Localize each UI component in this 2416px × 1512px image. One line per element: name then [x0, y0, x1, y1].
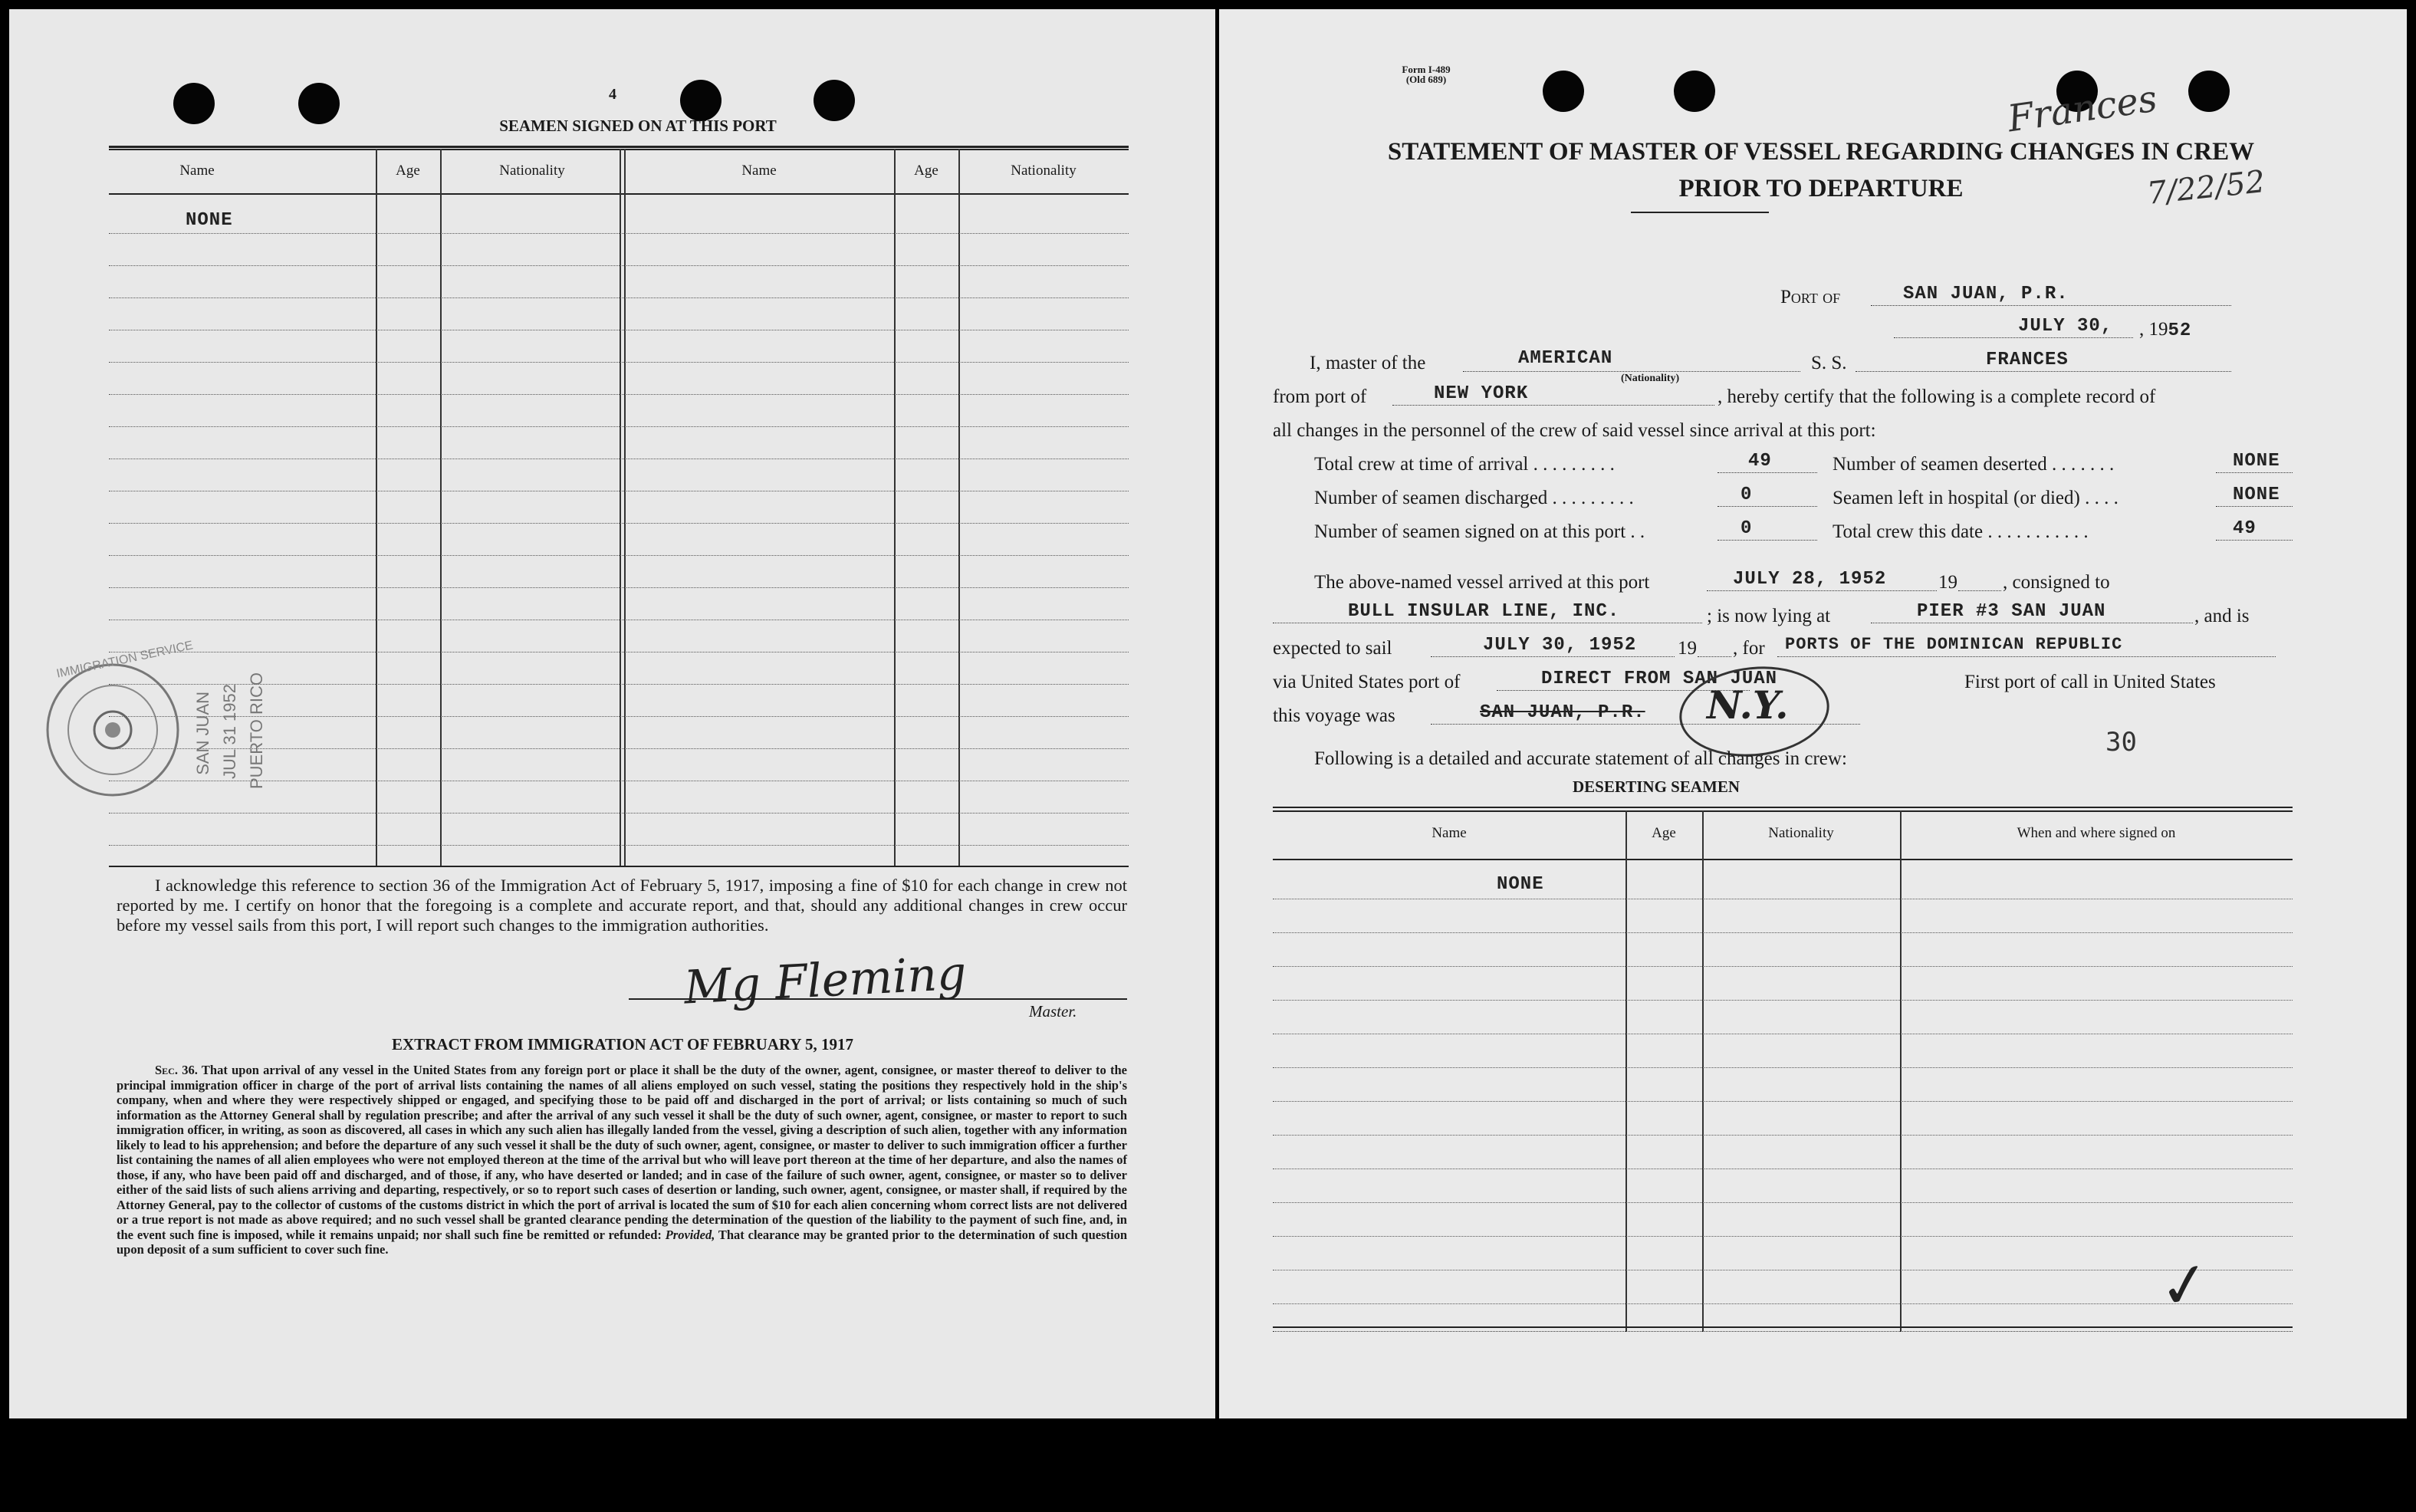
total-crew-arrival: 49	[1748, 451, 1772, 472]
deserting-title: DESERTING SEAMEN	[1572, 777, 1741, 796]
extract-text: Sec. 36. That upon arrival of any vessel in the United States from any foreign port or place it shall be the duty of the owner, agent, consignee, or master thereof to deliver to the principal immigration officer in charge of the port of arrival lists containing the names of all aliens employed on such vessel, stating the positions they respectively hold in the ship's company, when and where they were respectively shipped or engaged, and specifying those to be paid off and discharged in the port of arrival; or lists containing so much of such information as the Attorney General shall by regulation prescribe; and after the arrival of any such vessel it shall be the duty of such owner, agent, consignee, or master to report to such immigration officer, in writing, as soon as discovered, all cases in which any such alien has illegally landed from the vessel, giving a description of such alien, together with any information likely to lead to his apprehension; and before the departure of any such vessel it shall be the duty of such owner, agent, consignee, or master to deliver to such immigration officer a further list containing the names of all alien employees who were not employed thereon at the time of the arrival but who will leave port thereon at the time of her departure, and also the names of those, if any, who have been paid off and discharged, and of those, if any, who have deserted or landed; and in case of the failure of such owner, agent, consignee, or master so to deliver either of the said lists of such aliens arriving and departing, respectively, or so to report such cases of desertion or landing, such owner, agent, consignee, or master shall, if required by the Attorney General, pay to the collector of customs of the customs district in which the port of arrival is located the sum of $10 for each alien concerning whom correct lists are not delivered or a true report is not made as above required; and no such vessel shall be granted clearance pending the determination of the question of the liability to the payment of such fine, and, in the event such fine is imposed, while it remains unpaid; nor shall such fine be remitted or refunded: Provided, That clearance may be granted prior to the determination of such question upon deposit of a sum sufficient to cover such fine.	[117, 1063, 1128, 1257]
immigration-stamp: IMMIGRATION SERVICE SAN JUAN JUL 31 1952 PUERTO RICO	[25, 638, 285, 799]
page-number: 4	[609, 86, 616, 103]
voyage-value: SAN JUAN, P.R.	[1480, 702, 1645, 723]
consignee-value: BULL INSULAR LINE, INC.	[1348, 601, 1620, 622]
hospital-value: NONE	[2233, 485, 2280, 505]
sec-label: Sec. 36.	[155, 1063, 198, 1077]
arrived-date: JULY 28, 1952	[1733, 569, 1887, 590]
punch-hole	[680, 80, 722, 121]
col-header-age: Age	[1652, 825, 1676, 841]
col-header-signed-on: When and where signed on	[2017, 825, 2176, 841]
nationality-value: AMERICAN	[1518, 348, 1613, 369]
punch-hole	[814, 80, 855, 121]
col-header-name: Name	[179, 163, 215, 179]
expected-sail-date: JULY 30, 1952	[1483, 635, 1637, 656]
punch-hole	[1674, 71, 1715, 112]
checkmark-icon: ✓	[2154, 1246, 2216, 1325]
from-port-value: NEW YORK	[1434, 383, 1529, 404]
col-header-age: Age	[396, 163, 420, 179]
col-header-nationality: Nationality	[499, 163, 565, 179]
master-signature: Mg Fleming	[682, 946, 968, 1015]
date-value: JULY 30,	[2018, 316, 2113, 337]
form-number: Form I-489 (Old 689)	[1402, 64, 1451, 85]
section-title: SEAMEN SIGNED ON AT THIS PORT	[499, 117, 777, 135]
year-prefix: , 1952	[2139, 319, 2192, 341]
following-text: Following is a detailed and accurate statement of all changes in crew:	[1314, 748, 1847, 769]
col-header-age-2: Age	[914, 163, 938, 179]
acknowledgment-text: I acknowledge this reference to section 36 of the Immigration Act of February 5, 1917, imposing a fine of $10 for each change in crew not reported by me. I certify on honor that the foregoing is a complete and accurate report, and that, should any additional changes in crew occur before my vessel sails from this port, I will report such changes to the immigration authorities.	[117, 876, 1127, 935]
page-title: STATEMENT OF MASTER OF VESSEL REGARDING CHANGES IN CREW PRIOR TO DEPARTURE	[1387, 138, 2255, 202]
punch-hole	[1543, 71, 1584, 112]
master-label: Master.	[1029, 1002, 1077, 1021]
deserted-value: NONE	[2233, 451, 2280, 472]
destination-value: PORTS OF THE DOMINICAN REPUBLIC	[1785, 635, 2123, 654]
handwritten-ny: N.Y.	[1707, 682, 1789, 728]
signed-on-value: 0	[1741, 518, 1753, 539]
right-page: Form I-489 (Old 689) STATEMENT OF MASTER OF VESSEL REGARDING CHANGES IN CREW PRIOR TO DEPARTURE Frances 7/22/52 Port of SAN JUAN, P.R. JULY 30, , 1952 I, master of the AMERICAN (Nationality) S. S. FRANCES from port of NEW YORK , hereby certify that the following is a complete record of all changes in the personnel of the crew of said vessel since arrival at this port: Total crew at time of arrival . . . . . . . . . 49 Number of seamen deserted . . . . . . . NONE Number of seamen discharged . . . . . . . . . 0 Seamen left in hospital (or died) . . . . NONE Number of seamen signed on at this port . . 0 Total crew this date . . . . . . . . . . . 49 The above-named vessel arrived at this port JULY 28, 1952 19 , consigned to BULL INSULAR LINE, INC. ; is now lying at PIER #3 SAN JUAN , and is expected to sail JULY 30, 1952 19 , for PORTS OF THE DOMINICAN REPUBLIC via United States port of DIRECT FROM SAN JUAN First port of call in United States this voyage was SAN JUAN, P.R. N.Y. 30 Following is a detailed and accurate statement of all changes in crew: DESERTING SEAMEN Name Age Nationality When and where signed on NONE ✓	[1219, 9, 2407, 1418]
punch-hole	[2188, 71, 2230, 112]
handwritten-count: 30	[2105, 727, 2137, 758]
ship-name: FRANCES	[1986, 350, 2069, 370]
col-header-nationality-2: Nationality	[1011, 163, 1077, 179]
col-header-name: Name	[1432, 825, 1467, 841]
via-port-value: DIRECT FROM SAN JUAN	[1541, 669, 1778, 689]
discharged-value: 0	[1741, 485, 1753, 505]
entry-none: NONE	[186, 210, 233, 231]
entry-none: NONE	[1497, 874, 1544, 895]
extract-title: EXTRACT FROM IMMIGRATION ACT OF FEBRUARY 5, 1917	[391, 1035, 854, 1053]
lying-value: PIER #3 SAN JUAN	[1917, 601, 2106, 622]
port-value: SAN JUAN, P.R.	[1903, 284, 2069, 304]
total-crew-date: 49	[2233, 518, 2257, 539]
punch-hole	[173, 83, 215, 124]
punch-hole	[298, 83, 340, 124]
handwritten-ship-name: Frances	[2005, 77, 2160, 141]
port-label: Port of	[1780, 287, 1841, 307]
left-page	[9, 9, 1215, 1418]
col-header-name-2: Name	[741, 163, 777, 179]
handwritten-date: 7/22/52	[2145, 164, 2267, 212]
col-header-nationality: Nationality	[1768, 825, 1834, 841]
